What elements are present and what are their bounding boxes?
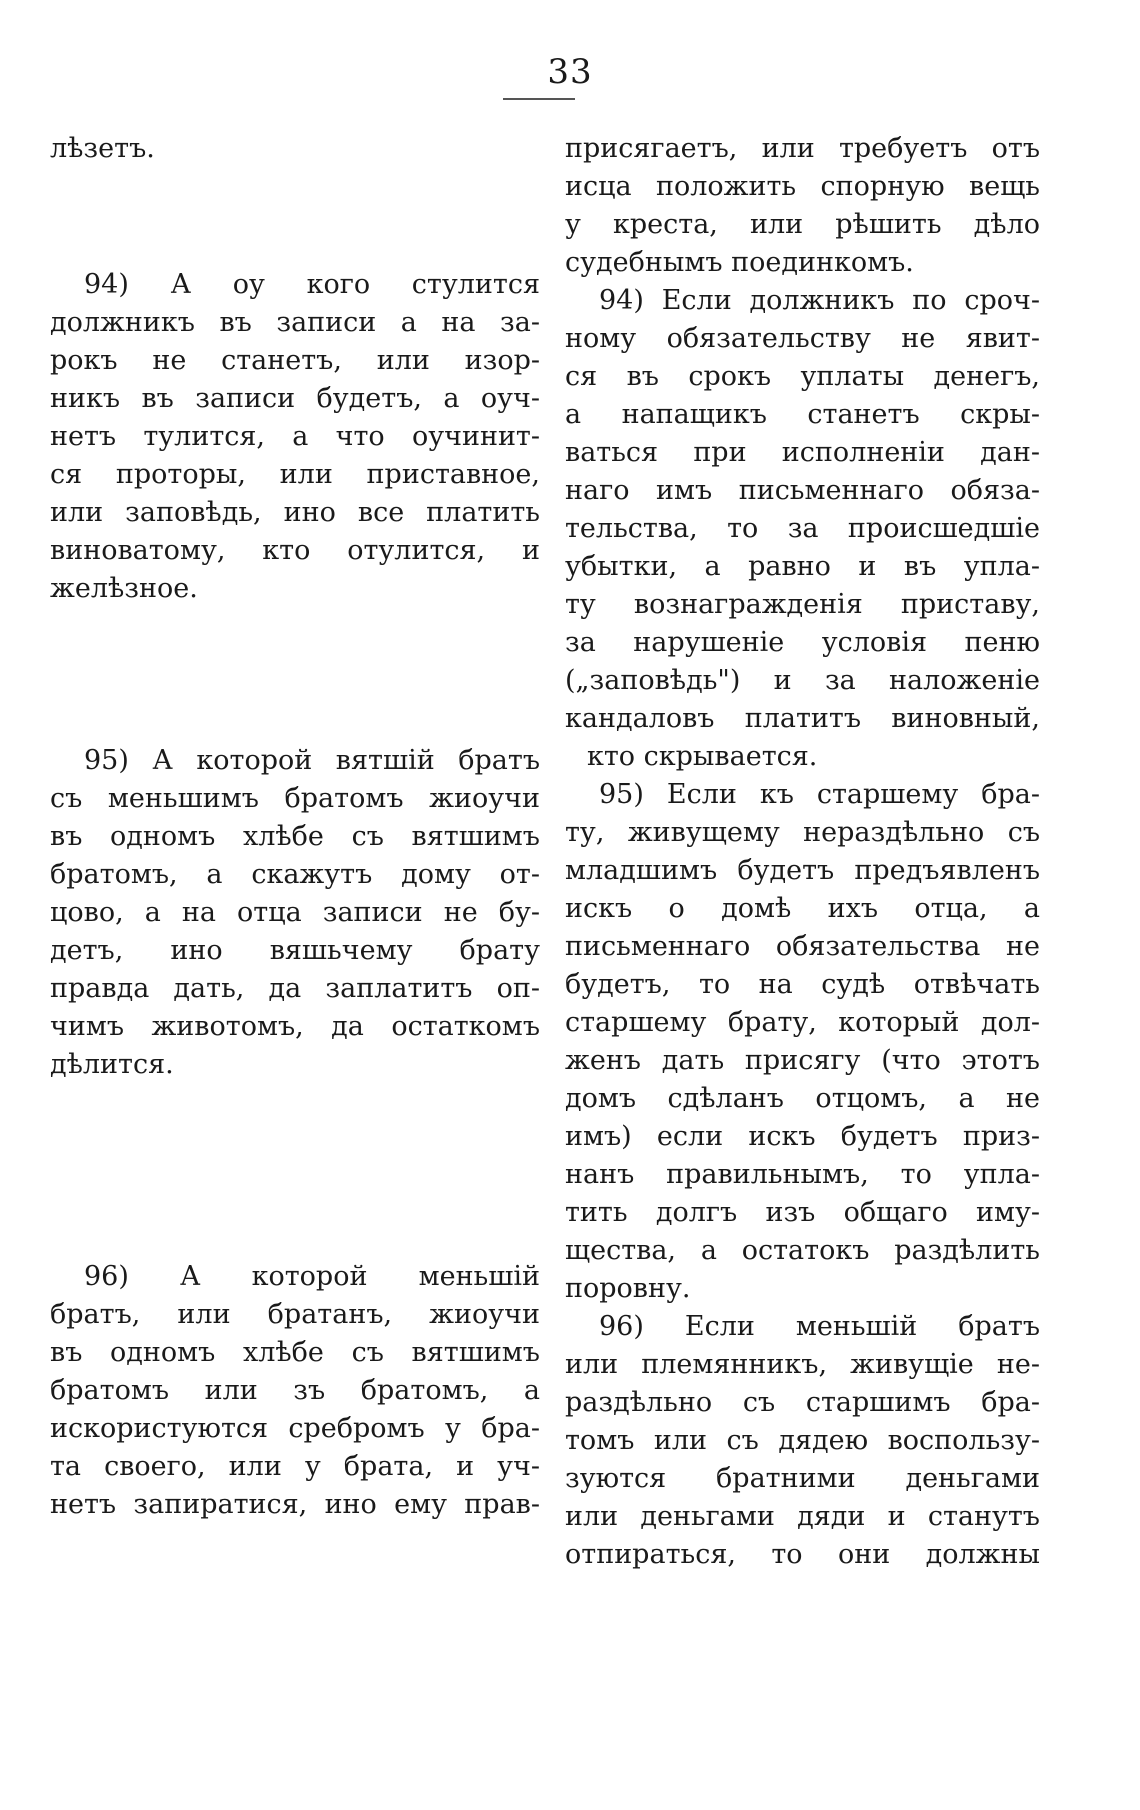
left-line: виноватому, кто отулится, и: [50, 535, 540, 566]
right-line: ному обязательству не явит-: [565, 323, 1040, 354]
left-line: или заповѣдь, ино все платить: [50, 497, 540, 528]
right-line: за нарушеніе условія пеню: [565, 627, 1040, 658]
right-line: у креста, или рѣшить дѣло: [565, 209, 1040, 240]
left-line: должникъ въ записи а на за-: [50, 307, 540, 338]
left-line: въ одномъ хлѣбе съ вятшимъ: [50, 1337, 540, 1368]
right-line: нанъ правильнымъ, то упла-: [565, 1159, 1040, 1190]
left-line: въ одномъ хлѣбе съ вятшимъ: [50, 821, 540, 852]
right-line: домъ сдѣланъ отцомъ, а не: [565, 1083, 1040, 1114]
right-line: исца положить спорную вещь: [565, 171, 1040, 202]
right-line-article-95: 95) Если къ старшему бра-: [599, 779, 1040, 810]
right-line: ту, живущему нераздѣльно съ: [565, 817, 1040, 848]
left-line: искористуются сребромъ у бра-: [50, 1413, 540, 1444]
right-line: а напащикъ станетъ скры-: [565, 399, 1040, 430]
right-line: ся въ срокъ уплаты денегъ,: [565, 361, 1040, 392]
left-line: нетъ запиратися, ино ему прав-: [50, 1489, 540, 1520]
right-line: присягаетъ, или требуетъ отъ: [565, 133, 1040, 164]
right-line: женъ дать присягу (что этотъ: [565, 1045, 1040, 1076]
left-line-article-96: 96) А которой меньшій: [84, 1261, 540, 1292]
left-line: желѣзное.: [50, 573, 198, 604]
right-line-article-96: 96) Если меньшій братъ: [599, 1311, 1040, 1342]
left-line: братъ, или братанъ, жиоучи: [50, 1299, 540, 1330]
right-line: наго имъ письменнаго обяза-: [565, 475, 1040, 506]
left-line: цово, а на отца записи не бу-: [50, 897, 540, 928]
right-line: („заповѣдь") и за наложеніе: [565, 665, 1040, 696]
left-line: съ меньшимъ братомъ жиоучи: [50, 783, 540, 814]
right-line: кандаловъ платитъ виновный,: [565, 703, 1040, 734]
left-line: правда дать, да заплатитъ оп-: [50, 973, 540, 1004]
left-line-article-94: 94) А оу кого стулится: [84, 269, 540, 300]
left-line: та своего, или у брата, и уч-: [50, 1451, 540, 1482]
left-line-article-95: 95) А которой вятшій братъ: [84, 745, 540, 776]
right-line: искъ о домѣ ихъ отца, а: [565, 893, 1040, 924]
right-line: или племянникъ, живущіе не-: [565, 1349, 1040, 1380]
left-line: дѣлится.: [50, 1049, 174, 1080]
right-line: поровну.: [565, 1273, 691, 1304]
right-line: письменнаго обязательства не: [565, 931, 1040, 962]
right-line: младшимъ будетъ предъявленъ: [565, 855, 1040, 886]
right-line: тельства, то за происшедшіе: [565, 513, 1040, 544]
right-line: раздѣльно съ старшимъ бра-: [565, 1387, 1040, 1418]
right-line: ваться при исполненіи дан-: [565, 437, 1040, 468]
right-line: ту вознагражденія приставу,: [565, 589, 1040, 620]
left-line: братомъ или зъ братомъ, а: [50, 1375, 540, 1406]
right-line: старшему брату, который дол-: [565, 1007, 1040, 1038]
left-line: чимъ животомъ, да остаткомъ: [50, 1011, 540, 1042]
left-line: никъ въ записи будетъ, а оуч-: [50, 383, 540, 414]
page-number-rule: [503, 98, 575, 100]
right-line: зуются братними деньгами: [565, 1463, 1040, 1494]
right-line: судебнымъ поединкомъ.: [565, 247, 914, 278]
right-line-article-94: 94) Если должникъ по сроч-: [599, 285, 1040, 316]
left-line: ся проторы, или приставное,: [50, 459, 540, 490]
right-line: будетъ, то на судѣ отвѣчать: [565, 969, 1040, 1000]
left-line: лѣзетъ.: [50, 133, 155, 164]
left-line: братомъ, а скажутъ дому от-: [50, 859, 540, 890]
right-line: имъ) если искъ будетъ приз-: [565, 1121, 1040, 1152]
right-line: томъ или съ дядею воспользу-: [565, 1425, 1040, 1456]
left-line: рокъ не станетъ, или изор-: [50, 345, 540, 376]
right-line: тить долгъ изъ общаго иму-: [565, 1197, 1040, 1228]
page-number: 33: [547, 52, 593, 92]
right-line: убытки, а равно и въ упла-: [565, 551, 1040, 582]
left-line: детъ, ино вяшьчему брату: [50, 935, 540, 966]
right-line: или деньгами дяди и станутъ: [565, 1501, 1040, 1532]
right-line: щества, а остатокъ раздѣлить: [565, 1235, 1040, 1266]
right-line: отпираться, то они должны: [565, 1539, 1040, 1570]
left-line: нетъ тулится, а что оучинит-: [50, 421, 540, 452]
right-line: кто скрывается.: [587, 741, 818, 772]
